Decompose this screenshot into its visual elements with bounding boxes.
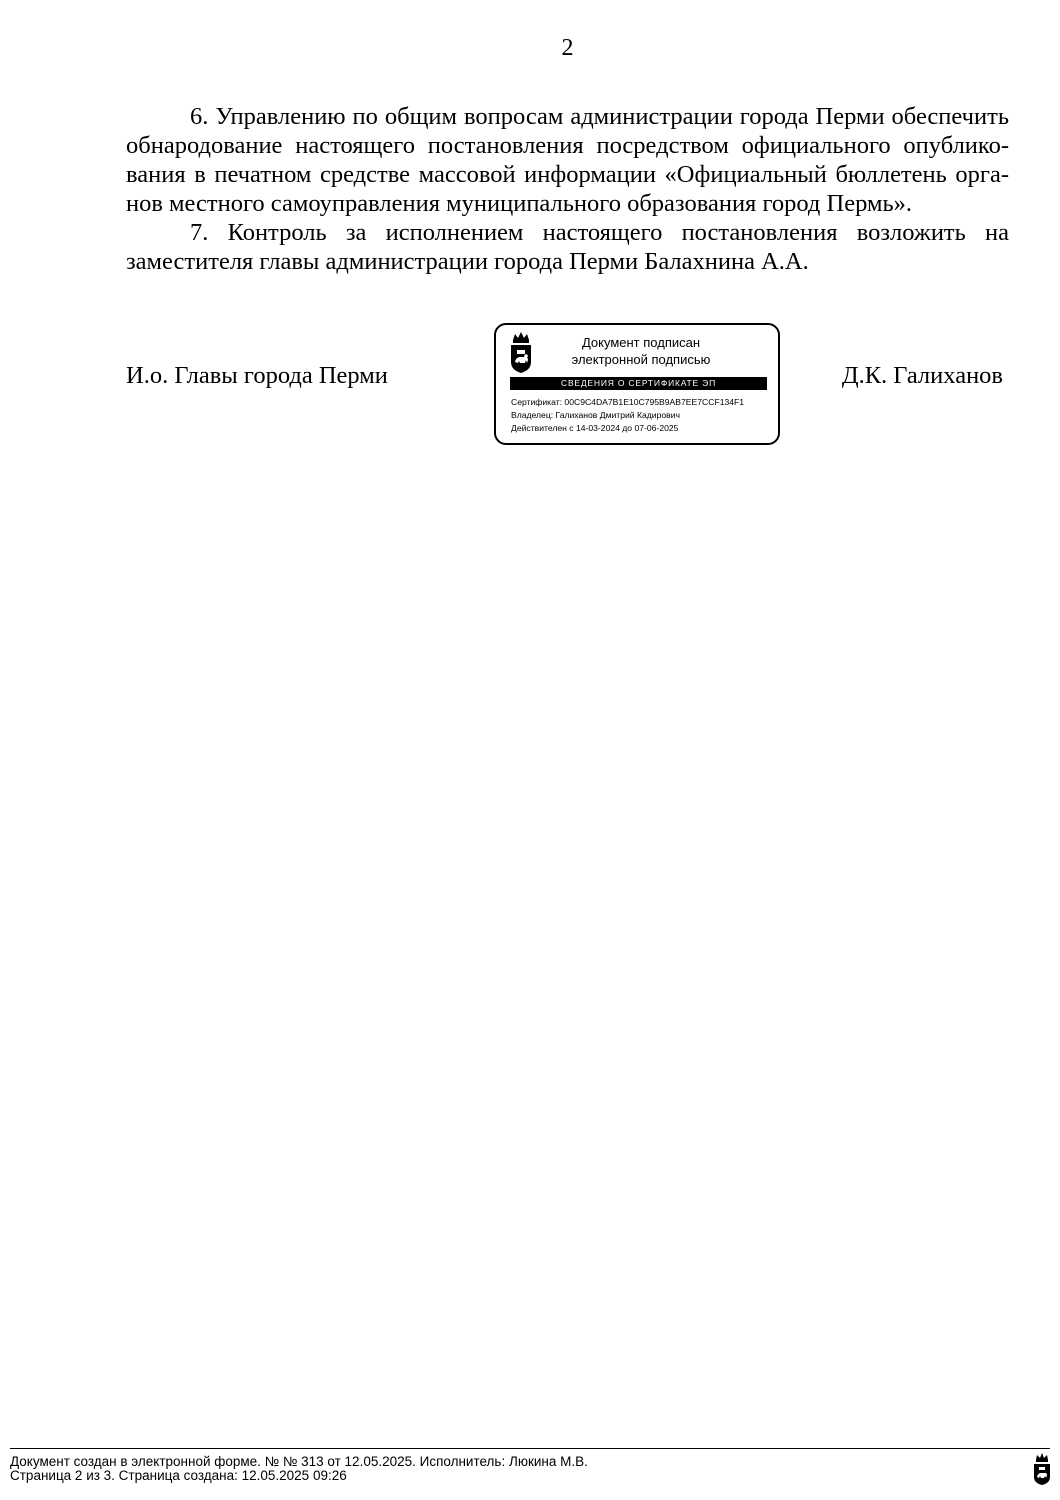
electronic-signature-stamp (494, 323, 780, 445)
perm-coat-of-arms-icon (1032, 1452, 1052, 1486)
certificate-owner: Владелец: Галиханов Дмитрий Кадирович (511, 410, 680, 420)
certificate-validity: Действителен с 14-03-2024 до 07-06-2025 (511, 423, 679, 433)
stamp-title-line1: Документ подписан (581, 335, 701, 350)
paragraph-6: 6. Управлению по общим вопросам администрации города Перми обеспечить обнародование настоящего постановления посредством официального опубликования в печатном средстве массовой информации «Официальный бюллетень органов местного самоуправления муниципального образования город Пермь». (126, 103, 1009, 217)
footer (10, 1455, 588, 1483)
footer-page-info: Страница 2 из 3. Страница создана: 12.05.2025 09:26 (10, 1468, 347, 1483)
stamp-title (546, 334, 736, 368)
signatory-position: И.о. Главы города Перми (126, 362, 388, 389)
footer-divider (10, 1448, 1050, 1449)
paragraph-7: 7. Контроль за исполнением настоящего постановления возложить на заместителя главы администрации города Перми Балахнина А.А. (126, 219, 1009, 275)
page-number: 2 (561, 35, 574, 61)
certificate-details (511, 396, 744, 435)
footer-document-info: Документ создан в электронной форме. № № 313 от 12.05.2025. Исполнитель: Люкина М.В. (10, 1454, 588, 1469)
signatory-name: Д.К. Галиханов (841, 362, 1003, 389)
certificate-info-bar: СВЕДЕНИЯ О СЕРТИФИКАТЕ ЭП (510, 377, 767, 390)
document-body (126, 102, 1009, 276)
stamp-title-line2: электронной подписью (571, 352, 711, 367)
certificate-number: Сертификат: 00C9C4DA7B1E10C795B9AB7EE7CCF134F1 (511, 397, 745, 407)
perm-coat-of-arms-icon (508, 330, 534, 374)
